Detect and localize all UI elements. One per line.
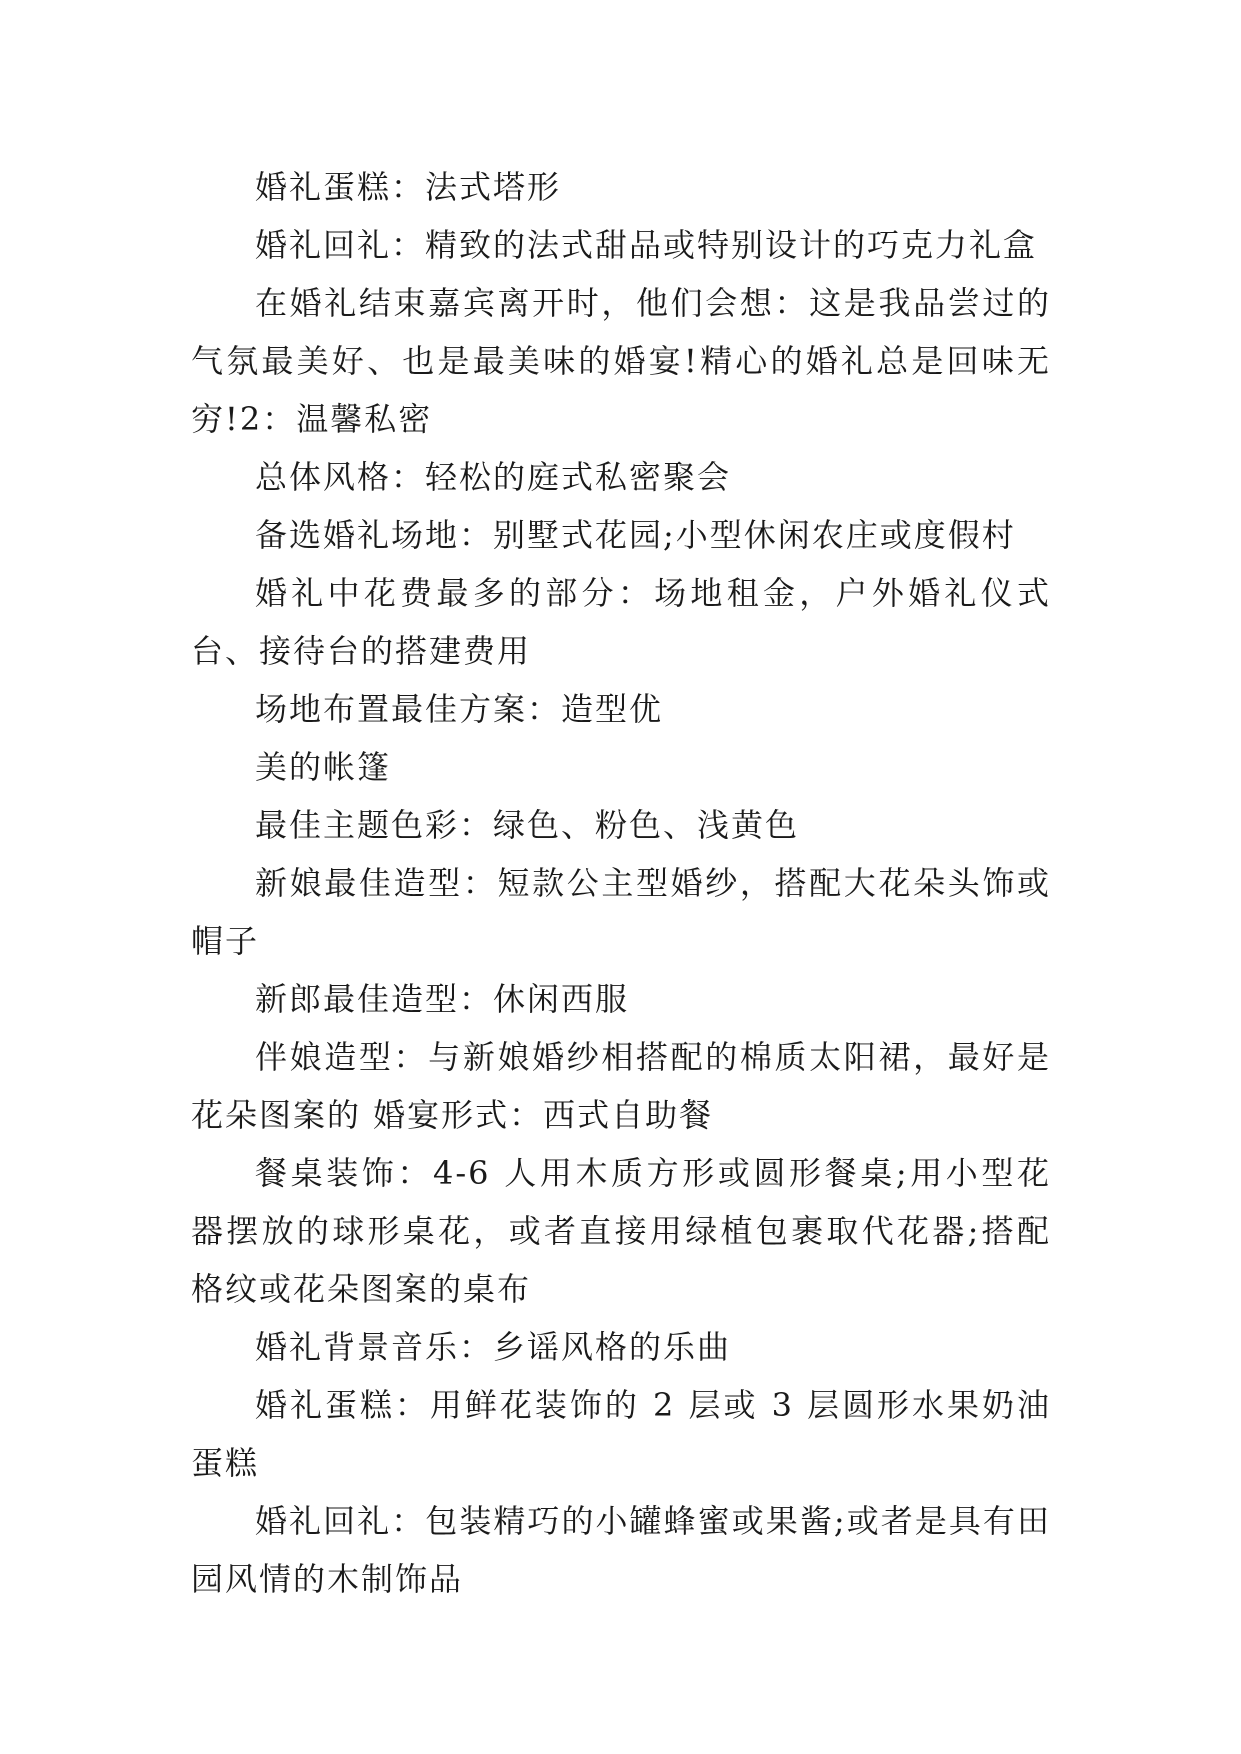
paragraph-venue-options: 备选婚礼场地：别墅式花园;小型休闲农庄或度假村	[255, 516, 1016, 554]
paragraph-theme-colors: 最佳主题色彩：绿色、粉色、浅黄色	[255, 806, 800, 844]
paragraph-overall-style: 总体风格：轻松的庭式私密聚会	[255, 458, 732, 496]
paragraph-venue-setup: 场地布置最佳方案：造型优	[255, 690, 664, 728]
paragraph-wedding-favor: 婚礼回礼：精致的法式甜品或特别设计的巧克力礼盒	[255, 226, 1038, 264]
document-body	[191, 158, 1051, 1608]
paragraph-cake-design: 婚礼蛋糕：用鲜花装饰的 2 层或 3 层圆形水果奶油蛋糕	[191, 1386, 1051, 1482]
paragraph-wedding-cake: 婚礼蛋糕：法式塔形	[255, 168, 562, 206]
paragraph-bridesmaid-style: 伴娘造型：与新娘婚纱相搭配的棉质太阳裙，最好是花朵图案的 婚宴形式：西式自助餐	[191, 1038, 1051, 1134]
paragraph-guest-reflection: 在婚礼结束嘉宾离开时，他们会想：这是我品尝过的气氛最美好、也是最美味的婚宴!精心的婚礼总是回味无穷!2：温馨私密	[191, 284, 1051, 438]
paragraph-groom-style: 新郎最佳造型：休闲西服	[255, 980, 630, 1018]
paragraph-favor-design: 婚礼回礼：包装精巧的小罐蜂蜜或果酱;或者是具有田园风情的木制饰品	[191, 1502, 1051, 1598]
paragraph-bride-style: 新娘最佳造型：短款公主型婚纱，搭配大花朵头饰或帽子	[191, 864, 1051, 960]
paragraph-venue-setup-cont: 美的帐篷	[255, 748, 392, 786]
paragraph-background-music: 婚礼背景音乐：乡谣风格的乐曲	[255, 1328, 732, 1366]
paragraph-largest-expense: 婚礼中花费最多的部分：场地租金，户外婚礼仪式台、接待台的搭建费用	[191, 574, 1051, 670]
paragraph-table-decor: 餐桌装饰：4-6 人用木质方形或圆形餐桌;用小型花器摆放的球形桌花，或者直接用绿植包裹取代花器;搭配格纹或花朵图案的桌布	[191, 1154, 1051, 1308]
